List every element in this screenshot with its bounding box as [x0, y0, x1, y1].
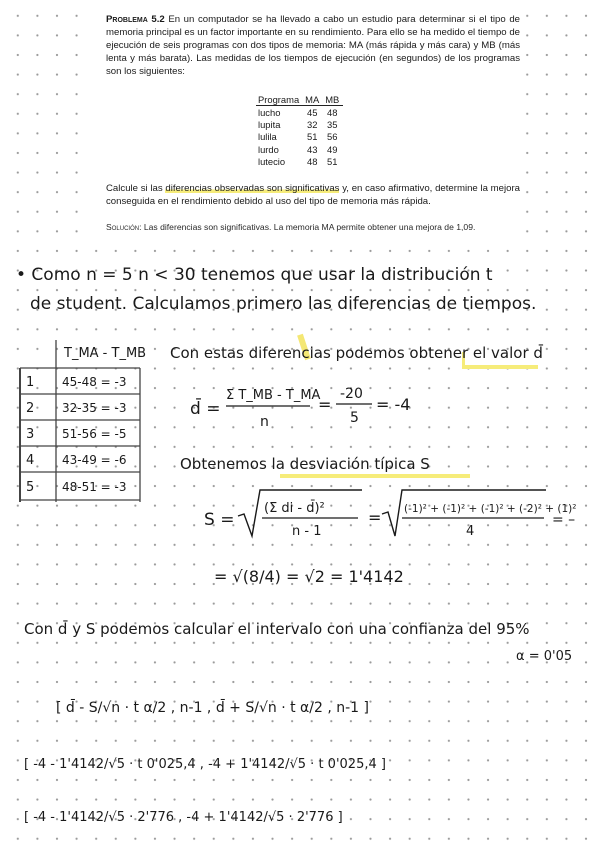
cell-program: lutecio [258, 155, 286, 167]
solution-text: Las diferencias son significativas. La memoria MA permite obtener una mejora de 1,09. [143, 222, 476, 232]
mean-denominator-2: 5 [350, 410, 359, 426]
question-highlight: diferencias observadas son significativas [165, 183, 340, 194]
cell-mb: 35 [327, 118, 338, 130]
diff-row-index: 5 [26, 480, 35, 495]
cell-ma: 45 [306, 106, 318, 118]
highlight-desviacion [280, 474, 470, 478]
mean-equals: = [318, 395, 332, 414]
diff-row-index: 1 [26, 375, 35, 390]
mean-result: = -4 [376, 395, 411, 414]
cell-program: lurdo [258, 143, 279, 155]
sd-result: = √(8/4) = √2 = 1'4142 [214, 567, 404, 586]
mean-intro: Con estas diferencias podemos obtener el valor d̄ [170, 344, 543, 362]
cell-program: lucho [258, 106, 281, 118]
diff-row-value: 51-56 = -5 [62, 427, 127, 441]
sd-lhs: S = [204, 510, 235, 530]
diff-row-index: 4 [26, 453, 35, 468]
question-before: Calcule si las [106, 183, 166, 194]
diff-table-header: T_MA - T_MB [64, 346, 147, 361]
interval-formula-2: [ -4 - 1'4142/√5 · t 0'025,4 , -4 + 1'4142/√5 · t 0'025,4 ] [24, 757, 386, 772]
diff-row-value: 43-49 = -6 [62, 453, 127, 467]
cell-program: lulila [258, 131, 277, 143]
diff-row-value: 45-48 = -3 [62, 375, 127, 389]
cell-ma: 48 [306, 155, 318, 167]
mean-numerator: Σ T_MB - T_MA [226, 388, 321, 403]
diff-row-index: 3 [26, 427, 35, 442]
cell-program: lupita [258, 118, 281, 130]
header-ma: MA [303, 93, 323, 106]
interval-formula-1: [ d̄ - S/√n · t α/2 , n-1 , d̄ + S/√n · t α/2 , n-1 ] [56, 700, 369, 716]
interval-formula-3: [ -4 - 1'4142/√5 · 2'776 , -4 + 1'4142/√5 · 2'776 ] [24, 810, 343, 825]
cell-mb: 51 [327, 155, 338, 167]
diff-row-value: 32-35 = -3 [62, 401, 127, 415]
mean-numerator-2: -20 [340, 386, 363, 402]
cell-mb: 48 [327, 106, 338, 118]
solution-label: Solución: [106, 222, 142, 232]
diff-row-index: 2 [26, 401, 35, 416]
interval-intro: Con d̄ y S podemos calcular el intervalo con una confianza del 95% [24, 620, 530, 638]
cell-ma: 51 [306, 131, 318, 143]
mean-denominator: n [260, 414, 269, 430]
cell-ma: 32 [306, 118, 318, 130]
mean-lhs: d̄ = [190, 399, 221, 419]
difference-table [20, 340, 140, 502]
cell-mb: 49 [327, 143, 338, 155]
sd-denominator-2: 4 [466, 524, 475, 539]
diff-row-value: 48-51 = -3 [62, 480, 127, 494]
question-after: y, en caso afirmativo, determine la mejora conseguida en el rendimiento debido al uso del tipo de memoria más rápida. [106, 183, 521, 207]
problem-statement: En un computador se ha llevado a cabo un estudio para determinar si el tipo de memoria principal es un factor importante en su rendimiento. Para ello se ha medido el tiempo de ejecución de seis programas con dos tipos de memoria: MA (más rápida y más cara) y MB (más lenta y más barata). Las medidas de los tiempos de ejecución (en segundos) de los programas son los siguientes: [106, 14, 520, 77]
highlight-valor [462, 365, 538, 369]
header-mb: MB [323, 93, 343, 106]
notes-line-1: • Como n = 5 n < 30 tenemos que usar la distribución t [16, 265, 493, 285]
sd-equals: = [368, 508, 382, 527]
sd-numerator: (Σ di - d̄)² [264, 501, 325, 516]
sd-intro: Obtenemos la desviación típica S [180, 455, 430, 473]
sd-denominator: n - 1 [292, 524, 322, 539]
sd-trailing: = – [552, 512, 576, 528]
notes-line-2: de student. Calculamos primero las diferencias de tiempos. [30, 294, 537, 314]
problem-label: Problema 5.2 [106, 14, 165, 25]
alpha-value: α = 0'05 [516, 649, 573, 664]
sd-numerator-2: (-1)² + (-1)² + (-1)² + (-2)² + (1)² [404, 503, 577, 515]
cell-ma: 43 [306, 143, 318, 155]
cell-mb: 56 [327, 131, 338, 143]
header-programa: Programa [256, 93, 303, 106]
